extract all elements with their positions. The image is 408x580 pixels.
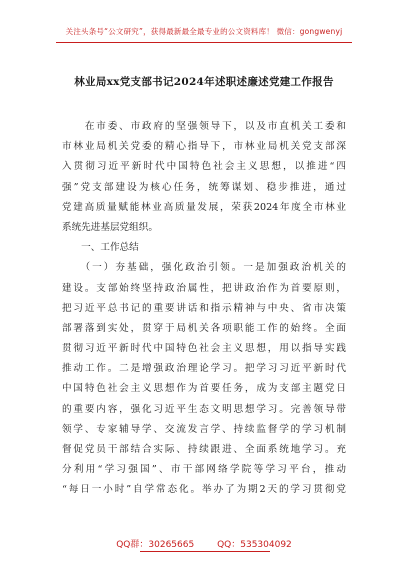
body-line: 领学、专家辅导学、交流发言学、持续监督学的学习机制 (62, 423, 346, 435)
body-line: 把习近平总书记的重要讲话和指示精神与中央、省市决策 (62, 302, 346, 314)
body-line: 分利用“学习强国”、市干部网络学院等学习平台，推动 (62, 464, 346, 476)
body-line: 贯彻习近平新时代中国特色社会主义思想，用以指导实践 (62, 343, 346, 355)
body-line: 督促党员干部结合实际、持续跟进、全面系统地学习。充 (62, 444, 346, 455)
body-line: 市林业局机关党委的精心指导下，市林业局机关党支部深 (62, 141, 346, 153)
document-body (62, 117, 346, 501)
section-heading: 一、工作总结 (62, 242, 139, 254)
page-header-note: 关注头条号“公文研究”，获得最新最全最专业的公文资料库！ 微信：gongwenyj (65, 27, 343, 36)
body-line: “每日一小时”自学常态化。举办了为期2天的学习贯彻党 (62, 484, 346, 496)
body-line: 系统先进基层党组织。 (62, 221, 158, 233)
body-line: 强”党支部建设为核心任务，统筹谋划、稳步推进，通过 (62, 181, 346, 193)
body-line: （一）夯基础，强化政治引领。一是加强政治机关的 (62, 262, 346, 274)
footer-qq-group: QQ群：30265665 (116, 540, 195, 550)
body-line: 在市委、市政府的坚强领导下，以及市直机关工委和 (62, 121, 346, 132)
footer-divider (140, 551, 270, 552)
document-title: 林业局xx党支部书记2024年述职述廉述党建工作报告 (74, 76, 334, 88)
body-line: 推动工作。二是增强政治理论学习。把学习习近平新时代 (62, 363, 346, 375)
body-line: 党建高质量赋能林业高质量发展，荣获2024年度全市林业 (62, 201, 346, 213)
body-line: 部署落到实处，贯穿于局机关各项职能工作的始终。全面 (62, 322, 346, 334)
footer-qq-contact: QQ：535304092 (217, 540, 292, 550)
body-line: 入贯彻习近平新时代中国特色社会主义思想，以推进“四 (62, 161, 346, 173)
header-divider (56, 42, 352, 43)
body-line: 的重要内容，强化习近平生态文明思想学习。完善领导带 (62, 403, 346, 415)
page-footer (0, 537, 408, 550)
body-line: 建设。支部始终坚持政治属性，把讲政治作为首要原则， (62, 282, 346, 294)
body-line: 中国特色社会主义思想作为首要任务，成为支部主题党日 (62, 383, 346, 395)
